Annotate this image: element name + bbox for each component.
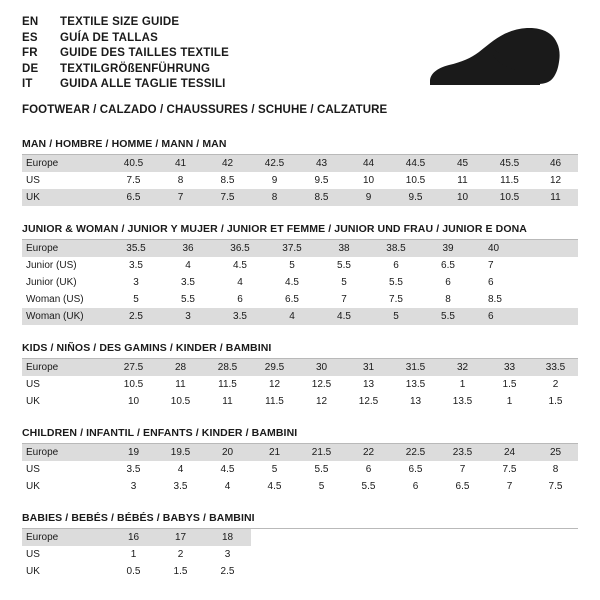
- cell: 10.5: [157, 393, 204, 410]
- language-row: [22, 63, 229, 79]
- cell: 4.5: [204, 461, 251, 478]
- cell: 3.5: [162, 274, 214, 291]
- cell: 5: [318, 274, 370, 291]
- cell: 41: [157, 155, 204, 172]
- language-title: GUIDE DES TAILLES TEXTILE: [60, 47, 229, 59]
- cell: 22: [345, 444, 392, 461]
- cell: 8.5: [298, 189, 345, 206]
- cell: 12.5: [298, 376, 345, 393]
- size-table-children: [22, 444, 578, 495]
- cell: 6.5: [110, 189, 157, 206]
- row-label: Europe: [22, 155, 110, 172]
- cell: 4.5: [251, 478, 298, 495]
- cell: 44: [345, 155, 392, 172]
- cell: 3.5: [157, 478, 204, 495]
- cell: 11.5: [486, 172, 533, 189]
- cell: 12.5: [345, 393, 392, 410]
- section-title: BABIES / BEBÉS / BÉBÉS / BABYS / BAMBINI: [22, 512, 578, 529]
- cell: 10.5: [110, 376, 157, 393]
- language-code: EN: [22, 16, 39, 28]
- cell: 5.5: [298, 461, 345, 478]
- cell: 39: [422, 240, 474, 257]
- cell: 44.5: [392, 155, 439, 172]
- language-title: GUIDA ALLE TAGLIE TESSILI: [60, 78, 226, 90]
- cell: 0.5: [110, 563, 157, 580]
- cell: 2.5: [110, 308, 162, 325]
- table-row: [22, 189, 578, 206]
- row-label: Europe: [22, 240, 110, 257]
- cell: 29.5: [251, 359, 298, 376]
- cell: 11.5: [204, 376, 251, 393]
- language-title: GUÍA DE TALLAS: [60, 31, 158, 44]
- table-row: [22, 291, 578, 308]
- language-title: TEXTILGRÖßENFÜHRUNG: [60, 62, 211, 75]
- cell: 24: [486, 444, 533, 461]
- cell: 45.5: [486, 155, 533, 172]
- cell: 21: [251, 444, 298, 461]
- cell: 36: [162, 240, 214, 257]
- cell: 28.5: [204, 359, 251, 376]
- cell: 40: [474, 240, 578, 257]
- cell: 22.5: [392, 444, 439, 461]
- cell: 11: [439, 172, 486, 189]
- cell: 6: [474, 308, 578, 325]
- cell: 6.5: [266, 291, 318, 308]
- table-row: [22, 478, 578, 495]
- cell: 3.5: [214, 308, 266, 325]
- cell: 42: [204, 155, 251, 172]
- cell: 43: [298, 155, 345, 172]
- cell: 8: [251, 189, 298, 206]
- cell: 11: [157, 376, 204, 393]
- row-label: Europe: [22, 529, 110, 546]
- cell: 6.5: [392, 461, 439, 478]
- table-row: [22, 155, 578, 172]
- cell: 3.5: [110, 257, 162, 274]
- cell: 7: [318, 291, 370, 308]
- row-label: Junior (UK): [22, 274, 110, 291]
- row-label: UK: [22, 393, 110, 410]
- language-code: ES: [22, 31, 38, 44]
- cell: 1: [439, 376, 486, 393]
- cell: 21.5: [298, 444, 345, 461]
- row-label: Woman (US): [22, 291, 110, 308]
- cell: 33: [486, 359, 533, 376]
- cell: 4: [204, 478, 251, 495]
- cell: 23.5: [439, 444, 486, 461]
- row-label: US: [22, 376, 110, 393]
- cell: 45: [439, 155, 486, 172]
- table-row: [22, 546, 578, 563]
- cell: 4.5: [318, 308, 370, 325]
- size-table-junior-woman: [22, 240, 578, 325]
- language-code: DE: [22, 62, 39, 75]
- cell: 38.5: [370, 240, 422, 257]
- cell: 12: [298, 393, 345, 410]
- section-title: MAN / HOMBRE / HOMME / MANN / MAN: [22, 138, 578, 155]
- cell: 27.5: [110, 359, 157, 376]
- cell: 5.5: [318, 257, 370, 274]
- table-row: [22, 376, 578, 393]
- cell: 4: [162, 257, 214, 274]
- cell: 7.5: [486, 461, 533, 478]
- cell: 5.5: [345, 478, 392, 495]
- cell: 2: [533, 376, 578, 393]
- cell: 18: [204, 529, 251, 546]
- size-table-babies: [22, 529, 578, 580]
- cell: 16: [110, 529, 157, 546]
- cell: 4: [266, 308, 318, 325]
- cell: 10: [439, 189, 486, 206]
- cell: 1.5: [486, 376, 533, 393]
- cell: 30: [298, 359, 345, 376]
- cell: 7.5: [204, 189, 251, 206]
- cell: 17: [157, 529, 204, 546]
- section-babies: [22, 512, 578, 580]
- row-label: Europe: [22, 359, 110, 376]
- section-junior-woman: [22, 223, 578, 325]
- section-kids: [22, 342, 578, 410]
- cell: 31.5: [392, 359, 439, 376]
- cell: 5: [266, 257, 318, 274]
- cell: 20: [204, 444, 251, 461]
- row-label: Woman (UK): [22, 308, 110, 325]
- header: [22, 16, 578, 116]
- category-line: FOOTWEAR / CALZADO / CHAUSSURES / SCHUHE / CALZATURE: [22, 103, 388, 116]
- cell: 19.5: [157, 444, 204, 461]
- cell: 4: [157, 461, 204, 478]
- cell: 38: [318, 240, 370, 257]
- section-children: [22, 427, 578, 495]
- cell: 8: [157, 172, 204, 189]
- language-row: [22, 16, 229, 32]
- cell: 6: [392, 478, 439, 495]
- cell: 5.5: [370, 274, 422, 291]
- cell: 8: [533, 461, 578, 478]
- cell-empty: [251, 529, 578, 546]
- table-row: [22, 172, 578, 189]
- cell: 5: [370, 308, 422, 325]
- cell: 3: [162, 308, 214, 325]
- size-table-man: [22, 155, 578, 206]
- cell: 13: [392, 393, 439, 410]
- cell: 25: [533, 444, 578, 461]
- cell: 3: [110, 274, 162, 291]
- language-row: [22, 32, 229, 48]
- cell: 10.5: [486, 189, 533, 206]
- cell: 8: [422, 291, 474, 308]
- cell: 7: [474, 257, 578, 274]
- cell-empty: [251, 563, 578, 580]
- row-label: US: [22, 172, 110, 189]
- cell: 7: [157, 189, 204, 206]
- table-row: [22, 444, 578, 461]
- section-man: [22, 138, 578, 206]
- cell: 46: [533, 155, 578, 172]
- section-title: JUNIOR & WOMAN / JUNIOR Y MUJER / JUNIOR ET FEMME / JUNIOR UND FRAU / JUNIOR E DONA: [22, 223, 578, 240]
- cell: 5.5: [162, 291, 214, 308]
- language-row: [22, 47, 229, 63]
- cell: 13.5: [392, 376, 439, 393]
- cell: 9.5: [298, 172, 345, 189]
- cell: 40.5: [110, 155, 157, 172]
- section-title: CHILDREN / INFANTIL / ENFANTS / KINDER / BAMBINI: [22, 427, 578, 444]
- cell: 36.5: [214, 240, 266, 257]
- table-row: [22, 529, 578, 546]
- table-row: [22, 308, 578, 325]
- cell: 6: [474, 274, 578, 291]
- cell: 1.5: [533, 393, 578, 410]
- cell: 6: [370, 257, 422, 274]
- cell: 10.5: [392, 172, 439, 189]
- language-title-list: [22, 16, 229, 94]
- cell: 1: [486, 393, 533, 410]
- cell: 13: [345, 376, 392, 393]
- row-label: UK: [22, 189, 110, 206]
- cell: 4.5: [214, 257, 266, 274]
- cell: 5: [298, 478, 345, 495]
- section-title: KIDS / NIÑOS / DES GAMINS / KINDER / BAMBINI: [22, 342, 578, 359]
- cell: 9: [345, 189, 392, 206]
- cell: 12: [251, 376, 298, 393]
- cell: 35.5: [110, 240, 162, 257]
- cell: 7: [486, 478, 533, 495]
- table-row: [22, 274, 578, 291]
- language-code: IT: [22, 78, 33, 90]
- cell: 1.5: [157, 563, 204, 580]
- table-row: [22, 393, 578, 410]
- row-label: US: [22, 546, 110, 563]
- cell: 4.5: [266, 274, 318, 291]
- cell: 11.5: [251, 393, 298, 410]
- size-table-kids: [22, 359, 578, 410]
- cell: 6: [214, 291, 266, 308]
- row-label: UK: [22, 478, 110, 495]
- row-label: Junior (US): [22, 257, 110, 274]
- cell: 42.5: [251, 155, 298, 172]
- cell: 8.5: [474, 291, 578, 308]
- cell: 7.5: [533, 478, 578, 495]
- row-label: UK: [22, 563, 110, 580]
- table-row: [22, 563, 578, 580]
- cell: 2: [157, 546, 204, 563]
- table-row: [22, 240, 578, 257]
- cell: 5.5: [422, 308, 474, 325]
- cell: 11: [533, 189, 578, 206]
- dress-shoe-icon: [367, 26, 572, 104]
- row-label: US: [22, 461, 110, 478]
- cell: 6: [422, 274, 474, 291]
- language-row: [22, 78, 229, 94]
- cell: 12: [533, 172, 578, 189]
- table-row: [22, 461, 578, 478]
- cell: 5: [251, 461, 298, 478]
- row-label: Europe: [22, 444, 110, 461]
- cell: 7: [439, 461, 486, 478]
- cell: 6.5: [422, 257, 474, 274]
- cell-empty: [251, 546, 578, 563]
- cell: 13.5: [439, 393, 486, 410]
- cell: 3: [110, 478, 157, 495]
- cell: 10: [345, 172, 392, 189]
- cell: 31: [345, 359, 392, 376]
- language-code: FR: [22, 47, 38, 59]
- cell: 19: [110, 444, 157, 461]
- cell: 11: [204, 393, 251, 410]
- table-row: [22, 359, 578, 376]
- cell: 3.5: [110, 461, 157, 478]
- cell: 2.5: [204, 563, 251, 580]
- cell: 10: [110, 393, 157, 410]
- cell: 8.5: [204, 172, 251, 189]
- cell: 3: [204, 546, 251, 563]
- cell: 6.5: [439, 478, 486, 495]
- cell: 7.5: [370, 291, 422, 308]
- cell: 28: [157, 359, 204, 376]
- cell: 9: [251, 172, 298, 189]
- cell: 6: [345, 461, 392, 478]
- table-row: [22, 257, 578, 274]
- language-title: TEXTILE SIZE GUIDE: [60, 16, 180, 28]
- cell: 37.5: [266, 240, 318, 257]
- cell: 1: [110, 546, 157, 563]
- cell: 32: [439, 359, 486, 376]
- cell: 33.5: [533, 359, 578, 376]
- cell: 5: [110, 291, 162, 308]
- cell: 4: [214, 274, 266, 291]
- cell: 9.5: [392, 189, 439, 206]
- cell: 7.5: [110, 172, 157, 189]
